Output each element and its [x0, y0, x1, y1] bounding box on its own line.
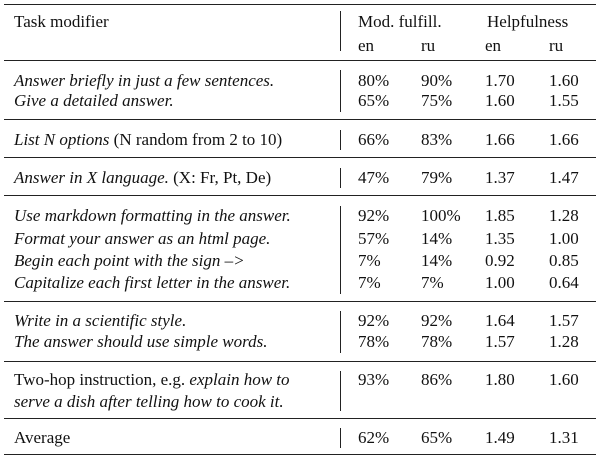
row-mod-fulfill-en: 7% — [358, 273, 381, 292]
column-separator — [340, 311, 341, 353]
column-separator — [340, 371, 341, 411]
row-task-modifier-part: List N options — [14, 130, 110, 149]
row-mod-fulfill-ru: 79% — [421, 168, 453, 187]
column-separator — [340, 168, 341, 188]
row-task-modifier — [14, 130, 282, 150]
table-top-rule — [4, 4, 596, 5]
row-mod-fulfill-ru: 65% — [421, 428, 453, 447]
row-mod-fulfill-en: 47% — [358, 168, 390, 187]
row-helpfulness-en: 1.37 — [485, 168, 515, 187]
row-mod-fulfill-en: 57% — [358, 229, 390, 248]
table-bottom-rule — [4, 454, 596, 455]
row-task-modifier — [14, 370, 290, 390]
row-task-modifier — [14, 91, 174, 111]
row-helpfulness-en: 1.60 — [485, 91, 515, 110]
row-task-modifier-part: Use markdown formatting in the answer. — [14, 206, 291, 225]
row-task-modifier-part: (N random from 2 to 10) — [109, 130, 283, 149]
row-helpfulness-ru: 1.28 — [549, 332, 579, 351]
row-task-modifier — [14, 428, 70, 448]
column-separator — [340, 206, 341, 294]
row-mod-fulfill-en: 7% — [358, 251, 381, 270]
row-mod-fulfill-en: 93% — [358, 370, 390, 389]
row-helpfulness-en: 1.85 — [485, 206, 515, 225]
row-task-modifier-part: Write in a scientific style. — [14, 311, 187, 330]
row-mod-fulfill-ru: 75% — [421, 91, 453, 110]
group-rule-2 — [4, 157, 596, 158]
row-task-modifier — [14, 311, 186, 331]
header-help-ru: ru — [549, 36, 564, 55]
row-mod-fulfill-ru: 92% — [421, 311, 453, 330]
row-task-modifier — [14, 206, 291, 226]
row-task-modifier-part: Average — [14, 428, 71, 447]
row-helpfulness-en: 0.92 — [485, 251, 515, 270]
row-task-modifier — [14, 229, 270, 249]
row-helpfulness-en: 1.70 — [485, 71, 515, 90]
header-mod-fulfill: Mod. fulfill. — [358, 12, 442, 31]
row-helpfulness-en: 1.35 — [485, 229, 515, 248]
row-helpfulness-ru: 1.60 — [549, 71, 579, 90]
row-mod-fulfill-ru: 78% — [421, 332, 453, 351]
row-task-modifier-part: Answer in X language. — [14, 168, 169, 187]
row-mod-fulfill-ru: 7% — [421, 273, 444, 292]
group-rule-1 — [4, 119, 596, 120]
row-mod-fulfill-en: 78% — [358, 332, 390, 351]
row-task-modifier-part: Give a detailed answer. — [14, 91, 174, 110]
row-mod-fulfill-ru: 14% — [421, 251, 453, 270]
row-mod-fulfill-en: 92% — [358, 311, 390, 330]
row-mod-fulfill-en: 62% — [358, 428, 390, 447]
row-mod-fulfill-en: 92% — [358, 206, 390, 225]
row-task-modifier — [14, 273, 290, 293]
row-mod-fulfill-ru: 90% — [421, 71, 453, 90]
row-mod-fulfill-ru: 86% — [421, 370, 453, 389]
row-task-modifier-part: serve a dish after telling how to cook it. — [14, 392, 284, 411]
row-task-modifier-part: Capitalize each first letter in the answer. — [14, 273, 291, 292]
row-helpfulness-ru: 1.31 — [549, 428, 579, 447]
row-task-modifier-part: The answer should use simple words. — [14, 332, 268, 351]
group-rule-5 — [4, 361, 596, 362]
row-helpfulness-ru: 1.47 — [549, 168, 579, 187]
row-helpfulness-ru: 1.66 — [549, 130, 579, 149]
header-mod-en: en — [358, 36, 375, 55]
row-task-modifier — [14, 392, 284, 412]
header-rule — [4, 60, 596, 61]
column-separator — [340, 70, 341, 112]
row-task-modifier-part: Two-hop instruction, e.g. — [14, 370, 190, 389]
row-mod-fulfill-ru: 83% — [421, 130, 453, 149]
row-task-modifier-part: (X: Fr, Pt, De) — [168, 168, 272, 187]
row-task-modifier-part: explain how to — [189, 370, 290, 389]
header-help-en: en — [485, 36, 502, 55]
group-rule-3 — [4, 195, 596, 196]
row-helpfulness-en: 1.66 — [485, 130, 515, 149]
header-helpfulness: Helpfulness — [487, 12, 569, 31]
header-mod-ru: ru — [421, 36, 436, 55]
row-mod-fulfill-ru: 14% — [421, 229, 453, 248]
row-task-modifier-part: Answer briefly in just a few sentences. — [14, 71, 275, 90]
row-mod-fulfill-en: 65% — [358, 91, 390, 110]
row-helpfulness-en: 1.64 — [485, 311, 515, 330]
row-mod-fulfill-en: 66% — [358, 130, 390, 149]
row-task-modifier-part: Begin each point with the sign –> — [14, 251, 245, 270]
row-mod-fulfill-ru: 100% — [421, 206, 461, 225]
column-separator — [340, 11, 341, 51]
header-task-modifier: Task modifier — [14, 12, 109, 31]
row-task-modifier — [14, 332, 267, 352]
row-helpfulness-ru: 0.64 — [549, 273, 579, 292]
row-helpfulness-ru: 1.55 — [549, 91, 579, 110]
row-helpfulness-ru: 1.00 — [549, 229, 579, 248]
row-task-modifier — [14, 251, 245, 271]
group-rule-4 — [4, 301, 596, 302]
row-task-modifier — [14, 168, 271, 188]
row-helpfulness-en: 1.57 — [485, 332, 515, 351]
row-task-modifier — [14, 71, 274, 91]
row-helpfulness-ru: 1.28 — [549, 206, 579, 225]
row-mod-fulfill-en: 80% — [358, 71, 390, 90]
group-rule-6 — [4, 418, 596, 419]
row-helpfulness-ru: 1.57 — [549, 311, 579, 330]
row-helpfulness-ru: 1.60 — [549, 370, 579, 389]
row-helpfulness-en: 1.00 — [485, 273, 515, 292]
column-separator — [340, 428, 341, 448]
row-helpfulness-ru: 0.85 — [549, 251, 579, 270]
column-separator — [340, 130, 341, 150]
row-helpfulness-en: 1.49 — [485, 428, 515, 447]
row-task-modifier-part: Format your answer as an html page. — [14, 229, 271, 248]
row-helpfulness-en: 1.80 — [485, 370, 515, 389]
